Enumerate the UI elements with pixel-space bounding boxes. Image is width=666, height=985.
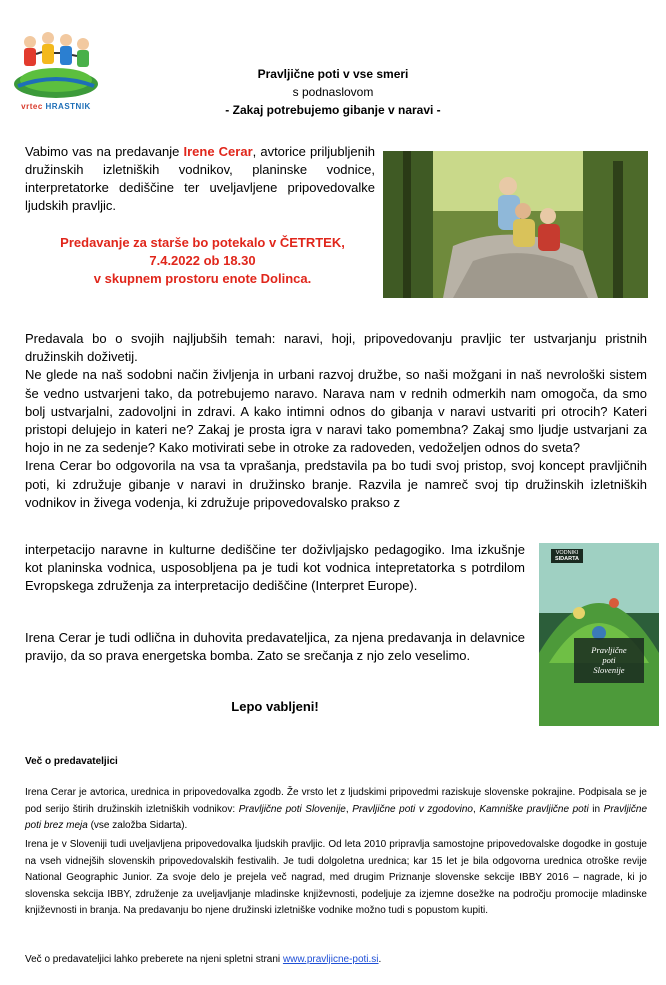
- subtitle-intro: s podnaslovom: [292, 85, 374, 99]
- website-link[interactable]: www.pravljicne-poti.si: [282, 954, 379, 965]
- book-cover-graphic: [539, 543, 659, 726]
- body-paragraph-5: Irena Cerar je tudi odlična in duhovita predavateljica, za njena predavanja in delavnice pravijo, da so prava energetska bomba. Zato se srečanja z njo zelo veselimo.: [25, 630, 525, 664]
- body-paragraph-1: Predavala bo o svojih najljubših temah: naravi, hoji, pripovedovanju pravljic ter ustvarjanju pristnih družinskih doživetij.: [25, 331, 647, 365]
- document-title: Pravljične poti v vse smeri: [257, 67, 409, 81]
- family-photo: [383, 151, 648, 298]
- event-details: Predavanje za starše bo potekalo v ČETRTEK, 7.4.2022 ob 18.30 v skupnem prostoru enote Dolinca.: [60, 235, 345, 286]
- book-title: Pravljične poti Slovenije: [591, 645, 627, 675]
- book-publisher: VODNIKI SIDARTA: [554, 550, 580, 562]
- about-heading: Več o predavateljici: [25, 756, 118, 767]
- body-paragraph-3: Irena Cerar bo odgovorila na vsa ta vprašanja, predstavila pa bo tudi svoj pristop, svoj koncept pravljičnih poti, ki združuje gibanje v naravi in družinsko branje. Razvila je namreč svoj tip družinskih izletniških vodnikov in živega vodenja, ki združuje pripovedovalsko prakso z: [25, 458, 647, 510]
- book-title-4: Pravljične poti brez meja: [25, 803, 648, 831]
- book-cover: [539, 543, 659, 726]
- subtitle: - Zakaj potrebujemo gibanje v naravi -: [225, 103, 441, 117]
- intro-paragraph: Vabimo vas na predavanje Irene Cerar, avtorice priljubljenih družinskih izletniških vodnikov, planinske vodnice, interpretatorke dediščine ter uveljavljene pripovedovalke ljudskih pravljic.: [25, 144, 375, 213]
- book-title-1: Pravljične poti Slovenije: [238, 803, 346, 815]
- logo-text: vrtec HRASTNIK: [21, 102, 91, 111]
- body-paragraphs: [25, 330, 647, 512]
- body-paragraph-2: Ne glede na naš sodobni način življenja in urbani razvoj družbe, so naši možgani in naš nevrološki sistem še vedno ustvarjeni tako, da potrebujemo naravo. Narava nam v rednih odmerkih nam omogoča, da smo bolj ustvarjalni, zadovoljni in zdravi. A kako intimni odnos do gibanja v naravi ustvariti pri otrocih? Kateri pristopi delujejo in kateri ne? Zakaj je prosta igra v naravi tako pomembna? Zakaj smo ljudje ustvarjani za hojo in ne za sedenje? Kako motivirati sebe in otroke za radoveden, vedoželjen odnos do sveta?: [25, 367, 647, 456]
- about-paragraph-1: Irena Cerar je avtorica, urednica in pripovedovalka zgodb. Že vrsto let z ljudskimi pripovedmi raziskuje slovenske pokrajine. Podpisala se je pod serijo štirih družinskih izletniških vodnikov: Pravljične poti Slovenije, Pravljične poti v zgodovino, Kamniške pravljične poti in Pravljične poti brez meja (vse založba Sidarta).: [25, 787, 648, 831]
- book-title-2: Pravljične poti v zgodovino: [352, 803, 473, 815]
- about-paragraph-3: Več o predavateljici lahko preberete na njeni spletni strani www.pravljicne-poti.si.: [25, 954, 382, 965]
- body-paragraph-4: interpetacijo naravne in kulturne dediščine ter doživljajsko pedagogiko. Ima izkušnje kot planinska vodnica, usposobljena pa je tudi kot vodnica intepretatorka s potrdilom Evropskega združenja za interpretacijo dediščine (Interpret Europe).: [25, 542, 525, 594]
- book-title-3: Kamniške pravljične poti: [479, 803, 589, 815]
- photo-graphic: [383, 151, 648, 298]
- closing-invitation: Lepo vabljeni!: [231, 699, 319, 714]
- about-paragraph-2: Irena je v Sloveniji tudi uveljavljena pripovedovalka ljudskih pravljic. Od leta 2010 pripravlja samostojne pripovedovalske dogodke in gostuje na vseh vidnejših slovenskih pripovedovalskih festivalih. Je tudi dolgoletna urednica; kar 15 let je bila odgovorna urednica otroške revije National Geographic Junior. Za svoje delo je prejela več nagrad, med drugim Priznanje slovenske sekcije IBBY 2016 – nagrade, ki jo slovenska sekcija IBBY, združenje za uveljavljanje mladinske književnosti, podeljuje za izjemne dosežke na področju promocije mladinske književnosti in branja. Na predavanju bo njene družinski izletniške vodnike možno tudi s popustom kupiti.: [25, 839, 647, 916]
- speaker-name: Irene Cerar: [183, 144, 253, 159]
